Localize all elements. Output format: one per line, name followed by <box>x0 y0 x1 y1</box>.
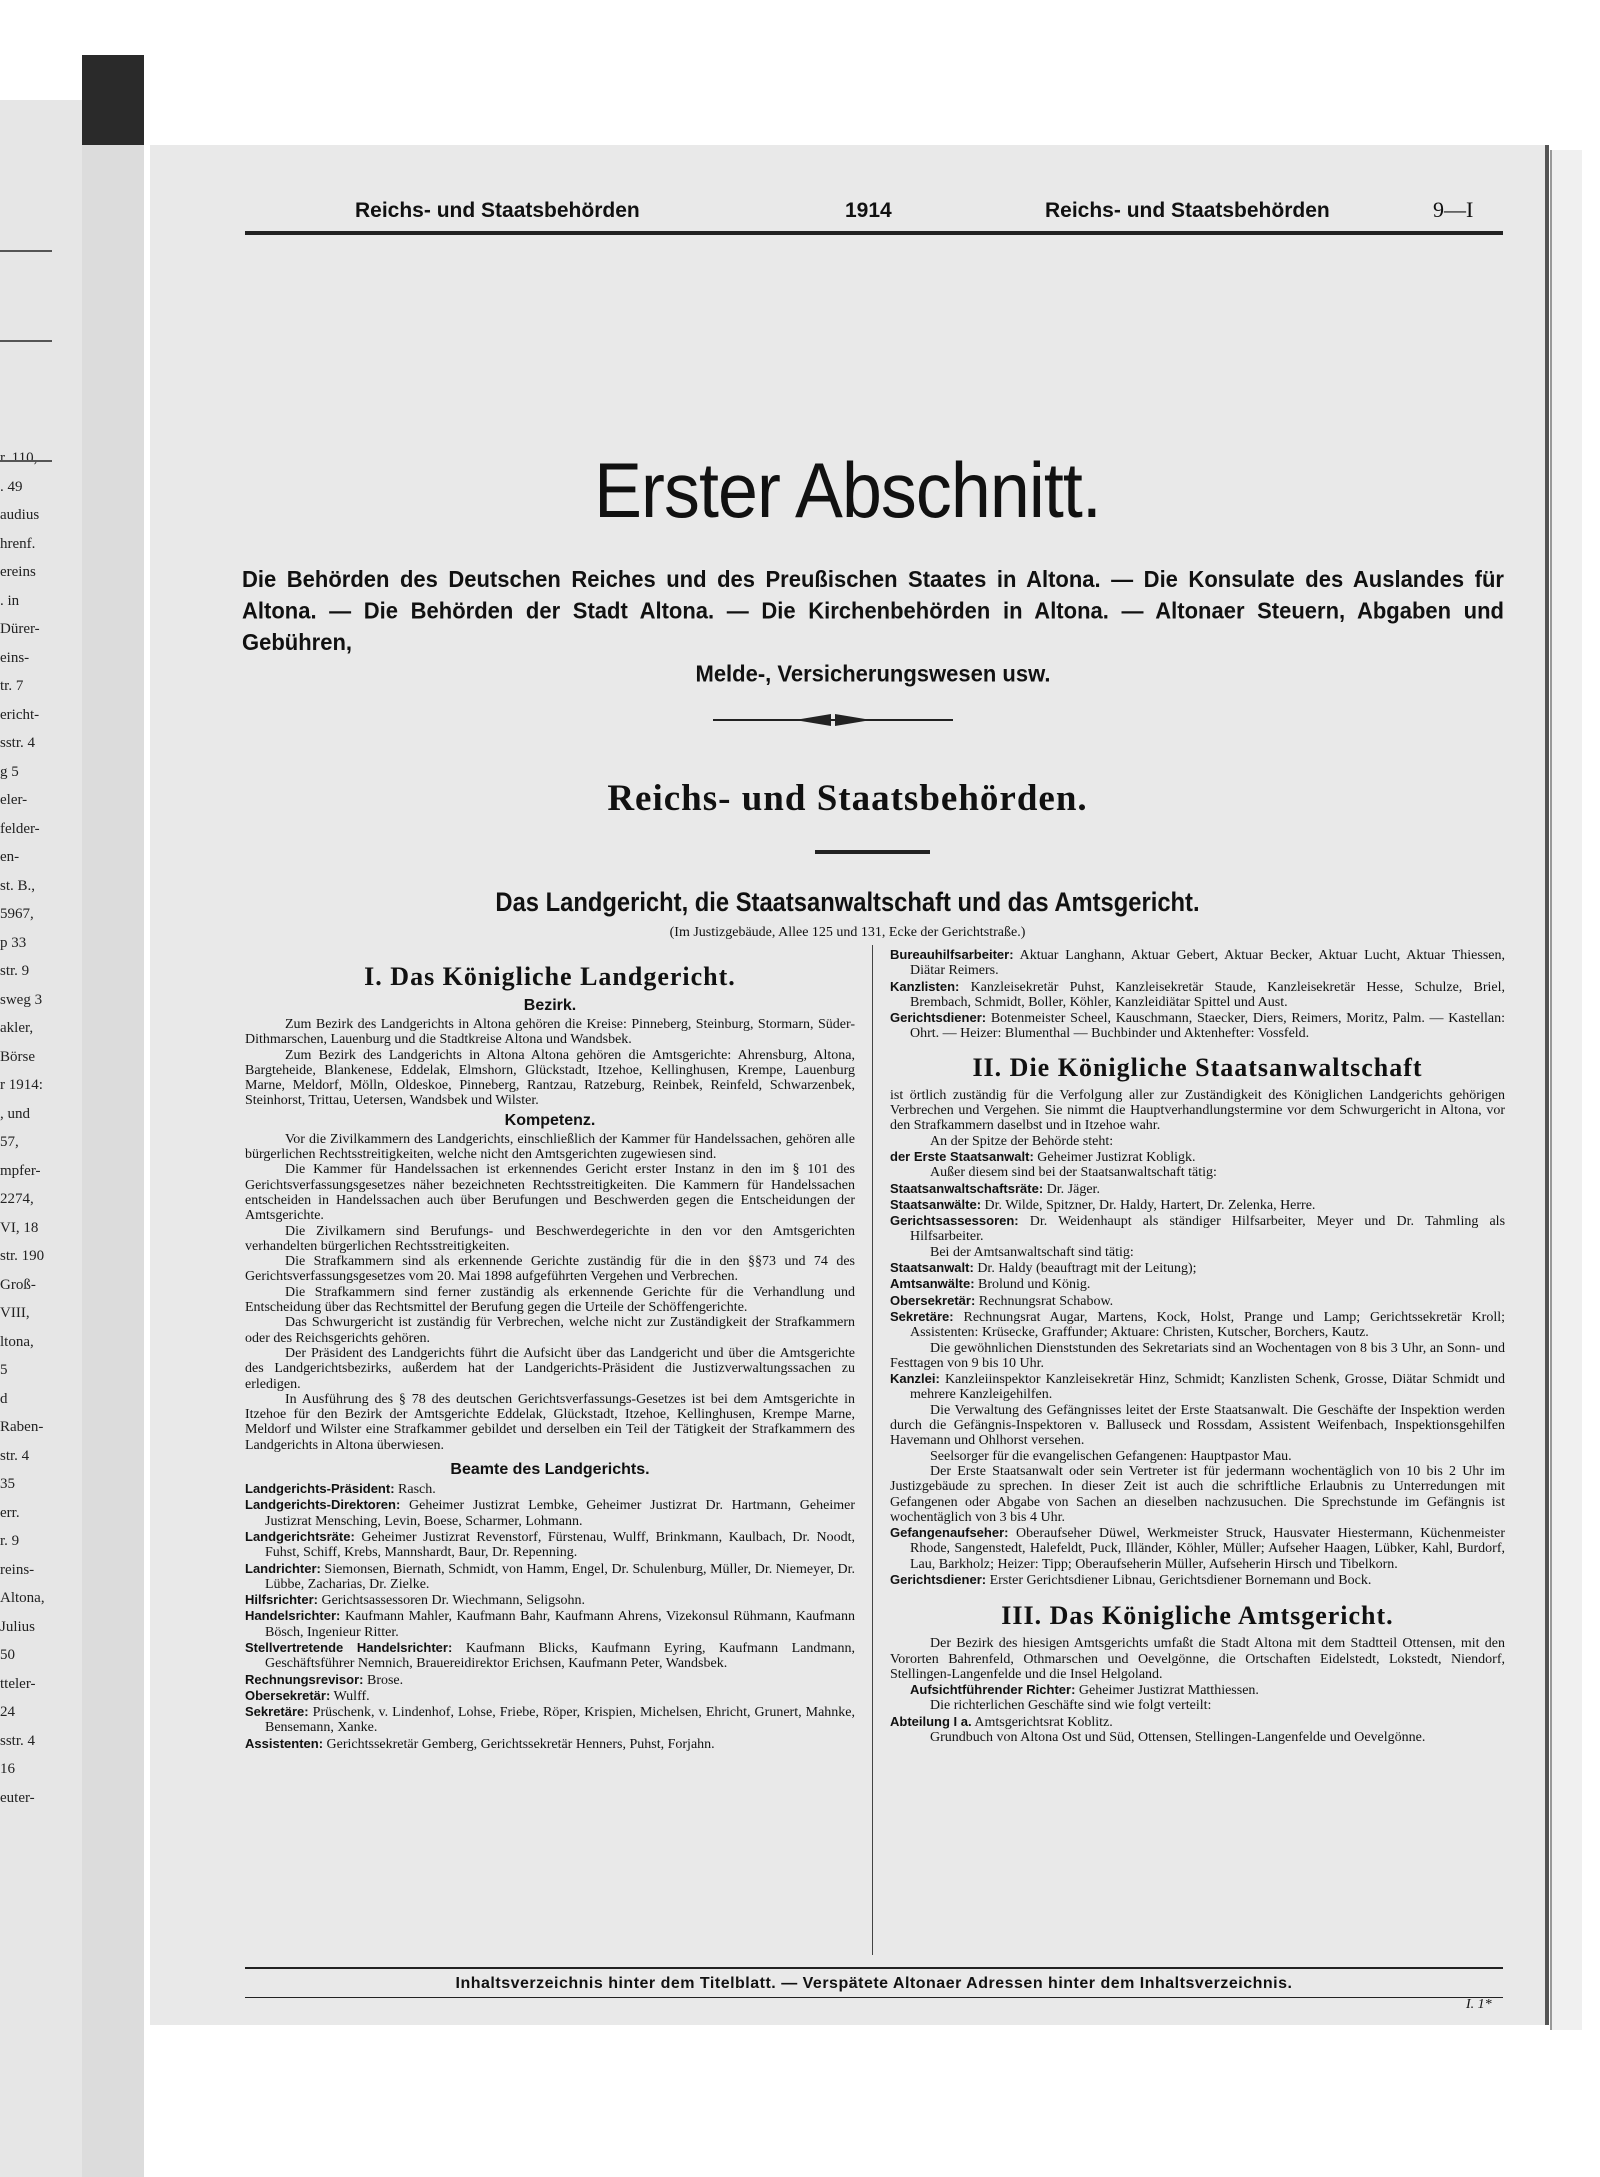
staff-entry <box>890 1371 1505 1403</box>
document-page <box>150 145 1549 2025</box>
entry-label: Staatsanwaltschaftsräte: <box>890 1180 1044 1196</box>
paragraph: Die Strafkammern sind als erkennende Gerichte zuständig für die in den §§73 und 74 des Gerichtsverfassungsgesetzes vom 20. Mai 1898 aufgeführten Vergehen und Verbrechen. <box>245 1254 855 1285</box>
previous-page-fragment: Altona, <box>0 1590 45 1607</box>
book-spine <box>82 55 144 2177</box>
entry-value: Rechnungsrat Schabow. <box>978 1293 1114 1309</box>
entry-value: Gerichtssekretär Gemberg, Gerichtssekretär Henners, Puhst, Forjahn. <box>326 1736 715 1752</box>
previous-page-fragment: en- <box>0 849 20 866</box>
page-title: Erster Abschnitt. <box>594 446 1101 534</box>
footer-notice: Inhaltsverzeichnis hinter dem Titelblatt. — Verspätete Altonaer Adressen hinter dem Inhaltsverzeichnis. <box>455 1975 1293 1992</box>
entry-value: Kaufmann Blicks, Kaufmann Eyring, Kaufmann Landmann, Geschäftsführer Nemnich, Brauereidirektor Erichsen, Kaufmann Peter, Wandsbek. <box>265 1640 856 1672</box>
previous-page-fragment: felder- <box>0 820 40 837</box>
entry-value: Geheimer Justizrat Lembke, Geheimer Justizrat Dr. Hartmann, Geheimer Justizrat Mensching, Levin, Boese, Scharmer, Lohmann. <box>265 1498 855 1529</box>
heading-beamte: Beamte des Landgerichts. <box>450 1461 650 1479</box>
previous-page-fragment: d <box>0 1390 8 1407</box>
previous-page-fragment: 35 <box>0 1476 15 1493</box>
entry-label: Staatsanwalt: <box>890 1260 974 1276</box>
previous-page-fragment: hrenf. <box>0 535 36 552</box>
staff-entry <box>245 1704 855 1736</box>
previous-page-fragment: mpfer- <box>0 1162 41 1179</box>
entry-value: Kanzleiinspektor Kanzleisekretär Hinz, Schmidt; Kanzlisten Schenk, Grosse, Diätar Schmidt und mehrere Kanzleigehilfen. <box>910 1372 1506 1403</box>
entry-label: der Erste Staatsanwalt: <box>890 1148 1034 1164</box>
entry-label: Bureauhilfsarbeiter: <box>890 947 1014 962</box>
entry-value: Rasch. <box>398 1482 436 1498</box>
header-rule <box>245 231 1503 235</box>
previous-page-rule <box>0 460 52 462</box>
entry-value: Dr. Jäger. <box>1046 1181 1100 1197</box>
column-divider <box>872 945 873 1955</box>
entry-value: Siemonsen, Biernath, Schmidt, von Hamm, Engel, Dr. Schulenburg, Müller, Dr. Niemeyer, Dr. Lübbe, Zacharias, Dr. Zielke. <box>265 1561 856 1592</box>
previous-page-fragment: r 1914: <box>0 1077 43 1094</box>
previous-page-fragment: reins- <box>0 1561 35 1578</box>
staff-entry <box>890 1309 1505 1341</box>
entry-label: Abteilung I a. <box>890 1713 972 1729</box>
staff-entry <box>890 1714 1505 1730</box>
staff-entry <box>245 1688 855 1704</box>
entry-label: Landgerichtsräte: <box>245 1528 355 1544</box>
previous-page-fragment: akler, <box>0 1020 34 1037</box>
entry-value: Botenmeister Scheel, Kauschmann, Staecker, Diers, Reimers, Moritz, Palm. — Kastellan: Ohrt. — Heizer: Blumenthal — Buchbinder und Aktenhefter: Vossfeld. <box>910 1011 1506 1042</box>
entry-value: Dr. Wilde, Spitzner, Dr. Haldy, Hartert, Dr. Zelenka, Herre. <box>984 1197 1316 1213</box>
previous-page-fragment: 57, <box>0 1134 19 1151</box>
staff-entry <box>890 1682 1505 1698</box>
previous-page-fragment: p 33 <box>0 934 27 951</box>
staff-entry <box>245 1592 855 1608</box>
previous-page-fragment: tr. 7 <box>0 678 24 695</box>
staff-entry <box>890 979 1505 1011</box>
entry-value: Oberaufseher Düwel, Werkmeister Struck, Hausvater Hiestermann, Küchenmeister Rhode, Sangenstedt, Halefeldt, Puck, Illänder, Köhler, Müller; Aufseher Haagen, Lübker, Kahl, Burdorf, Lau, Barkholz; Heizer: Tipp; Oberaufseherin Müller, Aufseherin Hirsch und Tibelkorn. <box>910 1526 1505 1572</box>
previous-page-fragment: VI, 18 <box>0 1219 39 1236</box>
entry-value: Rechnungsrat Augar, Martens, Kock, Holst, Prange und Lamp; Gerichtssekretär Kroll; Assistenten: Krüsecke, Graffunder; Aktuare: Christen, Kutscher, Borchers, Kautz. <box>910 1309 1506 1341</box>
staff-entry <box>245 1529 855 1561</box>
entry-value: Kaufmann Mahler, Kaufmann Bahr, Kaufmann Ahrens, Vizekonsul Rühmann, Kaufmann Bösch, Ingenieur Ritter. <box>265 1609 856 1640</box>
entry-label: Hilfsrichter: <box>245 1592 318 1608</box>
previous-page-rule <box>0 250 52 252</box>
footer-rule <box>245 1967 1503 1969</box>
heading-landgericht: I. Das Königliche Landgericht. <box>364 962 736 991</box>
paragraph: Die gewöhnlichen Dienststunden des Sekretariats sind an Wochentagen von 8 bis 3 Uhr, an Sonn- und Festtagen von 9 bis 10 Uhr. <box>890 1340 1505 1371</box>
paragraph: Der Bezirk des hiesigen Amtsgerichts umfaßt die Stadt Altona mit dem Stadtteil Ottensen, mit den Vororten Bahrenfeld, Othmarschen und Oevelgönne, die Ortschaften Eidelstedt, Lokstedt, Niendorf, Stellingen-Langenfelde und die Insel Helgoland. <box>890 1636 1505 1682</box>
previous-page-fragment: str. 4 <box>0 1447 30 1464</box>
paragraph: Außer diesem sind bei der Staatsanwaltschaft tätig: <box>930 1165 1217 1181</box>
staff-entry <box>890 1010 1505 1042</box>
paragraph: An der Spitze der Behörde steht: <box>930 1133 1114 1149</box>
paragraph: Der Erste Staatsanwalt oder sein Vertreter ist für jedermann wochentäglich von 10 bis 2 Uhr im Justizgebäude zu sprechen. In dieser Zeit ist auch die schriftliche Erlaubnis zu Unterredungen mit Gefangenen oder Abgabe von Sachen an dieselben nachzusuchen. Die Sprechstunde im Gefängnis ist wochentäglich von 3 bis 4 Uhr. <box>890 1463 1505 1525</box>
previous-page-fragment: Dürer- <box>0 621 40 638</box>
previous-page-fragment: sweg 3 <box>0 991 43 1008</box>
entry-value: Prüschenk, v. Lindenhof, Lohse, Friebe, Röper, Krispien, Michelsen, Ehricht, Grunert, Mahnke, Bensemann, Xanke. <box>265 1705 856 1736</box>
paragraph: Grundbuch von Altona Ost und Süd, Ottensen, Stellingen-Langenfelde und Oevelgönne. <box>930 1730 1426 1746</box>
staff-entry <box>245 1497 855 1529</box>
heading-amtsgericht: III. Das Königliche Amtsgericht. <box>1001 1601 1394 1631</box>
previous-page-fragment: st. B., <box>0 877 36 894</box>
entry-value: Amtsgerichtsrat Koblitz. <box>974 1714 1113 1730</box>
paragraph: Zum Bezirk des Landgerichts in Altona Altona gehören die Amtsgerichte: Ahrensburg, Altona, Bargteheide, Blankenese, Eddelak, Elmshorn, Glückstadt, Itzehoe, Kellinghusen, Krempe, Lauenburg Marne, Meldorf, Mölln, Oldeskoe, Pinneberg, Rantzau, Ratzeburg, Reinbek, Reinfeld, Schwarzenbek, Steinhorst, Trittau, Uetersen, Wandsbek und Wilster. <box>245 1047 855 1109</box>
entry-label: Amtsanwälte: <box>890 1276 975 1292</box>
previous-page-fragment: 5967, <box>0 906 34 923</box>
intro-text <box>242 564 1504 690</box>
entry-label: Kanzlei: <box>890 1371 940 1387</box>
previous-page-fragment: audius <box>0 507 40 524</box>
staff-entry <box>890 947 1505 979</box>
previous-page-fragment: 16 <box>0 1761 15 1778</box>
staff-entry <box>890 1149 1505 1165</box>
paragraph: Die richterlichen Geschäfte sind wie folgt verteilt: <box>930 1698 1212 1714</box>
previous-page-fragment: r. 9 <box>0 1533 20 1550</box>
section-title: Reichs- und Staatsbehörden. <box>607 778 1088 819</box>
entry-label: Gerichtsassessoren: <box>890 1213 1019 1229</box>
previous-page-fragment: Groß- <box>0 1276 36 1293</box>
entry-value: Aktuar Langhann, Aktuar Gebert, Aktuar Becker, Aktuar Lucht, Aktuar Thiessen, Diätar Reimers. <box>910 948 1506 979</box>
paragraph: Die Kammer für Handelssachen ist erkennendes Gericht erster Instanz in den im § 101 des Gerichtsverfassungsgesetzes näher bezeichneten Rechtsstreitigkeiten. Die Kammern für Handelssachen entscheiden in Handelssachen auch über Berufungen und Beschwerden gegen die Entscheidungen der Amtsgerichte. <box>245 1162 855 1224</box>
entry-label: Staatsanwälte: <box>890 1196 982 1212</box>
paragraph: Die Strafkammern sind ferner zuständig als erkennende Gerichte für die Verhandlung und Entscheidung über das Rechtsmittel der Berufung gegen die Urteile der Schöffengerichte. <box>245 1284 855 1316</box>
spine-shadow <box>82 55 144 145</box>
entry-label: Kanzlisten: <box>890 978 960 994</box>
staff-entry <box>245 1608 855 1640</box>
previous-page-fragment: g 5 <box>0 763 19 780</box>
staff-entry <box>890 1197 1505 1213</box>
staff-entry <box>890 1213 1505 1245</box>
scan-border <box>0 0 1600 55</box>
paragraph: Die Zivilkamern sind Berufungs- und Beschwerdegerichte in den vor den Amtsgerichten verhandelten bürgerlichen Rechtsstreitigkeiten. <box>245 1223 855 1254</box>
entry-value: Geheimer Justizrat Kobligk. <box>1037 1149 1196 1165</box>
header-right: Reichs- und Staatsbehörden <box>1045 199 1330 222</box>
entry-label: Gerichtsdiener: <box>890 1010 987 1026</box>
staff-entry <box>890 1293 1505 1309</box>
entry-value: Geheimer Justizrat Matthiessen. <box>1078 1683 1259 1699</box>
entry-label: Obersekretär: <box>890 1292 976 1308</box>
entry-label: Landgerichts-Präsident: <box>245 1481 395 1497</box>
entry-value: Brolund und König. <box>978 1277 1091 1293</box>
heading-kompetenz: Kompetenz. <box>504 1111 596 1129</box>
entry-label: Obersekretär: <box>245 1687 331 1703</box>
paragraph: Zum Bezirk des Landgerichts in Altona gehören die Kreise: Pinneberg, Steinburg, Stormarn, Süder-Dithmarschen, Lauenburg und die Stadtkreise Altona und Wandsbek. <box>245 1017 855 1048</box>
previous-page-fragment: ltona, <box>0 1333 34 1350</box>
section-rule <box>815 850 930 854</box>
paragraph: ist örtlich zuständig für die Verfolgung aller zur Zuständigkeit des Königlichen Landgerichts gehörigen Verbrechen und Vergehen. Sie nimmt die Hauptverhandlungstermine vor dem Schwurgericht in Altona, vor den Strafkammern daselbst und in Itzehoe wahr. <box>890 1087 1505 1134</box>
previous-page-fragment: 2274, <box>0 1191 34 1208</box>
entry-value: Dr. Weidenhaupt als ständiger Hilfsarbeiter, Meyer und Dr. Tahmling als Hilfsarbeiter. <box>910 1214 1506 1245</box>
staff-entry <box>890 1525 1505 1572</box>
court-address: (Im Justizgebäude, Allee 125 und 131, Ecke der Gerichtstraße.) <box>669 925 1026 940</box>
entry-label: Aufsichtführender Richter: <box>910 1682 1076 1698</box>
previous-page-fragment: Raben- <box>0 1419 44 1436</box>
staff-entry <box>890 1260 1505 1276</box>
staff-entry <box>245 1736 855 1752</box>
paragraph: Der Präsident des Landgerichts führt die Aufsicht über das Landgericht und über die Amtsgerichte des Landgerichtsbezirks, außerdem hat der Landgerichts-Präsident die Justizverwaltungssachen zu erledigen. <box>245 1345 855 1392</box>
entry-value: Brose. <box>366 1672 404 1688</box>
previous-page-fragment: 50 <box>0 1647 15 1664</box>
paragraph: Vor die Zivilkammern des Landgerichts, einschließlich der Kammer für Handelssachen, gehören alle bürgerlichen Rechtsstreitigkeiten, welche nicht den Amtsgerichten zugewiesen sind. <box>245 1131 855 1163</box>
previous-page-fragment: euter- <box>0 1790 35 1806</box>
heading-bezirk: Bezirk. <box>523 997 577 1014</box>
previous-page-fragment: VIII, <box>0 1305 30 1322</box>
previous-page-fragment: 5 <box>0 1362 8 1379</box>
header-page-number: 9—I <box>1433 197 1474 222</box>
header-left: Reichs- und Staatsbehörden <box>355 199 640 222</box>
staff-entry <box>890 1181 1505 1197</box>
staff-entry <box>245 1672 855 1688</box>
previous-page-fragment: sstr. 4 <box>0 735 36 752</box>
entry-label: Stellvertretende Handelsrichter: <box>245 1639 453 1655</box>
previous-page-fragment: . 49 <box>0 478 23 495</box>
ornament-divider <box>713 710 953 730</box>
previous-page-fragment: eins- <box>0 649 30 666</box>
previous-page-fragment: str. 190 <box>0 1248 45 1265</box>
staff-entry <box>890 1276 1505 1292</box>
entry-value: Dr. Haldy (beauftragt mit der Leitung); <box>977 1261 1197 1277</box>
paragraph: In Ausführung des § 78 des deutschen Gerichtsverfassungs-Gesetzes ist bei dem Amtsgerichte in Itzehoe für den Bezirk der Amtsgerichte Eddelak, Glückstadt, Itzehoe, Kellinghusen, Krempe Marne, Meldorf und Wilster eine Strafkammer gebildet und derselben ein Teil der Tätigkeit der Strafkammern des Landgerichts in Altona überwiesen. <box>245 1391 855 1453</box>
previous-page-fragment: r. 110, <box>0 450 38 466</box>
right-column <box>890 947 1505 1745</box>
staff-entry <box>245 1481 855 1497</box>
previous-page-fragment: , und <box>0 1105 30 1122</box>
previous-page-fragment: ereins <box>0 564 36 581</box>
intro-main: Die Behörden des Deutschen Reiches und des Preußischen Staates in Altona. — Die Konsulate des Auslandes für Altona. — Die Behörden der Stadt Altona. — Die Kirchenbehörden in Altona. — Altonaer Steuern, Abgaben und Gebühren, <box>242 566 1504 656</box>
paragraph: Die Verwaltung des Gefängnisses leitet der Erste Staatsanwalt. Die Geschäfte der Inspektion werden durch die Gefängnis-Inspektoren v. Balluseck und Rossdam, Assistent Weifenbach, Inspektionsgehilfen Havemann und Ohlhorst versehen. <box>890 1402 1505 1449</box>
entry-value: Wulff. <box>333 1688 370 1704</box>
entry-label: Rechnungsrevisor: <box>245 1671 364 1687</box>
entry-label: Gefangenaufseher: <box>890 1525 1009 1541</box>
page-edge <box>1550 150 1582 2030</box>
previous-page-fragment: eler- <box>0 792 28 809</box>
entry-value: Geheimer Justizrat Revenstorf, Fürstenau, Wulff, Brinkmann, Kaulbach, Dr. Noodt, Fuhst, Schiff, Krebs, Mannshardt, Baur, Dr. Repenning. <box>265 1529 855 1561</box>
signature-mark: I. 1* <box>1466 1997 1492 2012</box>
entry-value: Gerichtsassessoren Dr. Wiechmann, Seligsohn. <box>321 1593 586 1609</box>
entry-value: Kanzleisekretär Puhst, Kanzleisekretär Staude, Kanzleisekretär Hesse, Schulze, Briel, Brembach, Schmidt, Boller, Köhler, Kanzleidiätar Spittel und Aust. <box>910 979 1506 1010</box>
paragraph: Seelsorger für die evangelischen Gefangenen: Hauptpastor Mau. <box>930 1448 1292 1464</box>
paragraph: Das Schwurgericht ist zuständig für Verbrechen, welche nicht zur Zuständigkeit der Strafkammern oder des Reichsgerichts gehören. <box>245 1315 855 1346</box>
left-column <box>245 955 855 1752</box>
previous-page-fragment: 24 <box>0 1704 15 1721</box>
intro-last-line: Melde-, Versicherungswesen usw. <box>695 660 1051 687</box>
entry-label: Landgerichts-Direktoren: <box>245 1497 401 1513</box>
previous-page-fragment: sstr. 4 <box>0 1732 36 1749</box>
court-title: Das Landgericht, die Staatsanwaltschaft und das Amtsgericht. <box>495 887 1200 917</box>
footer-rule-bottom <box>245 1997 1503 1998</box>
previous-page-fragment: Börse <box>0 1048 35 1065</box>
previous-page-fragment: ericht- <box>0 706 40 723</box>
staff-entry <box>245 1640 855 1672</box>
entry-label: Handelsrichter: <box>245 1608 341 1624</box>
entry-value: Erster Gerichtsdiener Libnau, Gerichtsdiener Bornemann und Bock. <box>989 1572 1372 1588</box>
paragraph: Bei der Amtsanwaltschaft sind tätig: <box>930 1244 1134 1260</box>
previous-page-fragment: err. <box>0 1504 20 1521</box>
previous-page-fragment: str. 9 <box>0 963 30 980</box>
previous-page-fragment: Julius <box>0 1618 36 1635</box>
entry-label: Sekretäre: <box>890 1308 954 1324</box>
running-header <box>245 193 1500 229</box>
staff-entry <box>245 1561 855 1593</box>
previous-page-fragment: . in <box>0 592 20 609</box>
entry-label: Landrichter: <box>245 1560 321 1576</box>
header-year: 1914 <box>845 199 892 222</box>
previous-page-rule <box>0 340 52 342</box>
entry-label: Sekretäre: <box>245 1704 309 1720</box>
entry-label: Gerichtsdiener: <box>890 1571 987 1587</box>
heading-staatsanwaltschaft: II. Die Königliche Staatsanwaltschaft <box>972 1052 1423 1082</box>
previous-page-fragment: tteler- <box>0 1675 36 1692</box>
staff-entry <box>890 1572 1505 1588</box>
entry-label: Assistenten: <box>245 1735 324 1751</box>
